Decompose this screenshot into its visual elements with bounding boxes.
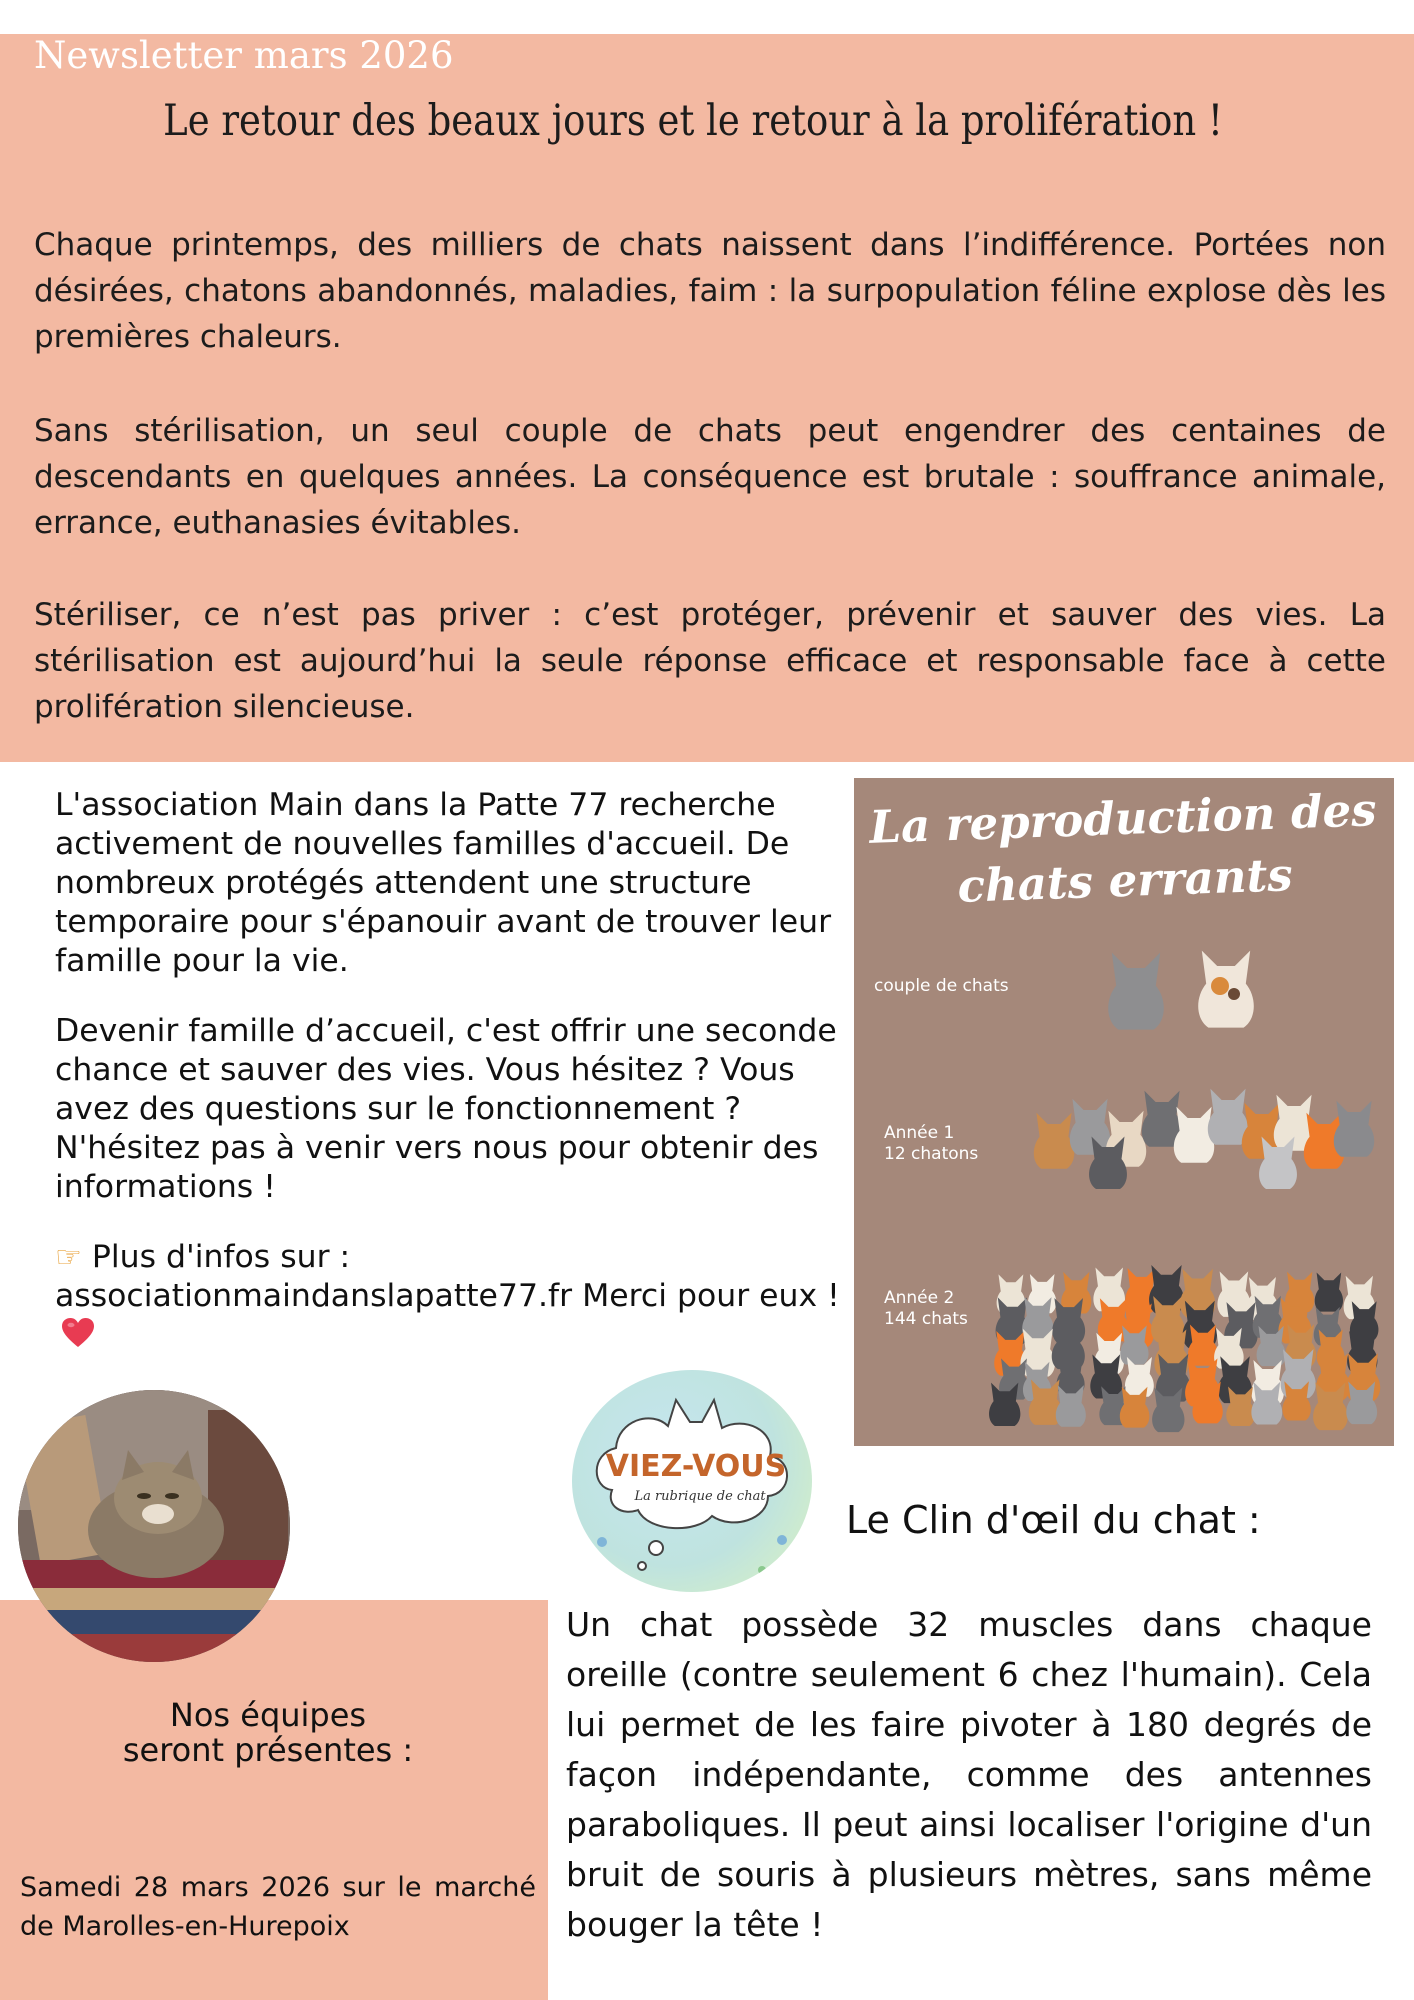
infographic-label-year-2: Année 2 144 chats: [884, 1288, 968, 1329]
more-info: [55, 1238, 845, 1355]
infographic-title: La reproduction des chats errants: [868, 783, 1378, 913]
crowd-cat: [1285, 1272, 1314, 1312]
infographic-label-couple: couple de chats: [874, 976, 1009, 996]
red-heart-icon: [61, 1317, 95, 1349]
page-title: Le retour des beaux jours et le retour à la prolifération !: [163, 96, 1223, 146]
thanks-text: Merci pour eux !: [582, 1278, 840, 1314]
event-detail: Samedi 28 mars 2026 sur le marché de Marolles-en-Hurepoix: [20, 1872, 536, 1942]
association-paragraph-1: L'association Main dans la Patte 77 recherche activement de nouvelles familles d'accueil. De nombreux protégés attendent une structure temporaire pour s'épanouir avant de trouver leur famille pour la vie.: [55, 787, 832, 979]
infographic-label-year-1: Année 1 12 chatons: [884, 1123, 979, 1164]
association-paragraph-2: Devenir famille d’accueil, c'est offrir une seconde chance et sauver des vies. Vous hésitez ? Vous avez des questions sur le fonctionnement ? N'hésitez pas à venir vers nous pour obtenir des informations !: [55, 1013, 837, 1205]
reproduction-infographic: [854, 778, 1394, 1446]
couple-cats: [1108, 951, 1254, 1030]
logo-subtitle: La rubrique de chat: [634, 1489, 766, 1504]
website-link[interactable]: associationmaindanslapatte77.fr: [55, 1278, 573, 1314]
intro-paragraph-1: Chaque printemps, des milliers de chats naissent dans l’indifférence. Portées non désirées, chatons abandonnés, maladies, faim : la surpopulation féline explose dès les premières chaleurs.: [34, 227, 1386, 355]
logo-title: VIEZ-VOUS: [605, 1449, 787, 1484]
viez-vous-logo: [572, 1370, 812, 1592]
year-2-cats: [989, 1265, 1380, 1432]
crowd-cat: [1315, 1272, 1343, 1311]
cat-on-rugs-photo: [18, 1390, 290, 1662]
association-section: [55, 786, 845, 1355]
intro-paragraph-3: Stériliser, ce n’est pas priver : c’est protéger, prévenir et sauver des vies. La stérilisation est aujourd’hui la seule réponse efficace et responsable face à cette prolifération silencieuse.: [34, 597, 1386, 725]
pointing-hand-icon: ☞: [55, 1240, 82, 1275]
year-1-kittens: [1034, 1089, 1374, 1189]
newsletter-label: Newsletter mars 2026: [34, 34, 454, 77]
cat-fact: Un chat possède 32 muscles dans chaque oreille (contre seulement 6 chez l'humain). Cela lui permet de les faire pivoter à 180 degrés de façon indépendante, comme des antennes paraboliques. Il peut ainsi localiser l'origine d'un bruit de souris à plusieurs mètres, sans même bouger la tête !: [566, 1605, 1372, 1944]
crowd-cat: [1093, 1268, 1125, 1312]
intro-paragraph-2: Sans stérilisation, un seul couple de chats peut engendrer des centaines de descendants en quelques années. La conséquence est brutale : souffrance animale, errance, euthanasies évitables.: [34, 413, 1386, 541]
more-info-prefix: Plus d'infos sur :: [91, 1239, 351, 1275]
rubric-title: Le Clin d'œil du chat :: [846, 1498, 1261, 1542]
event-heading: Nos équipes seront présentes :: [122, 1696, 414, 1769]
